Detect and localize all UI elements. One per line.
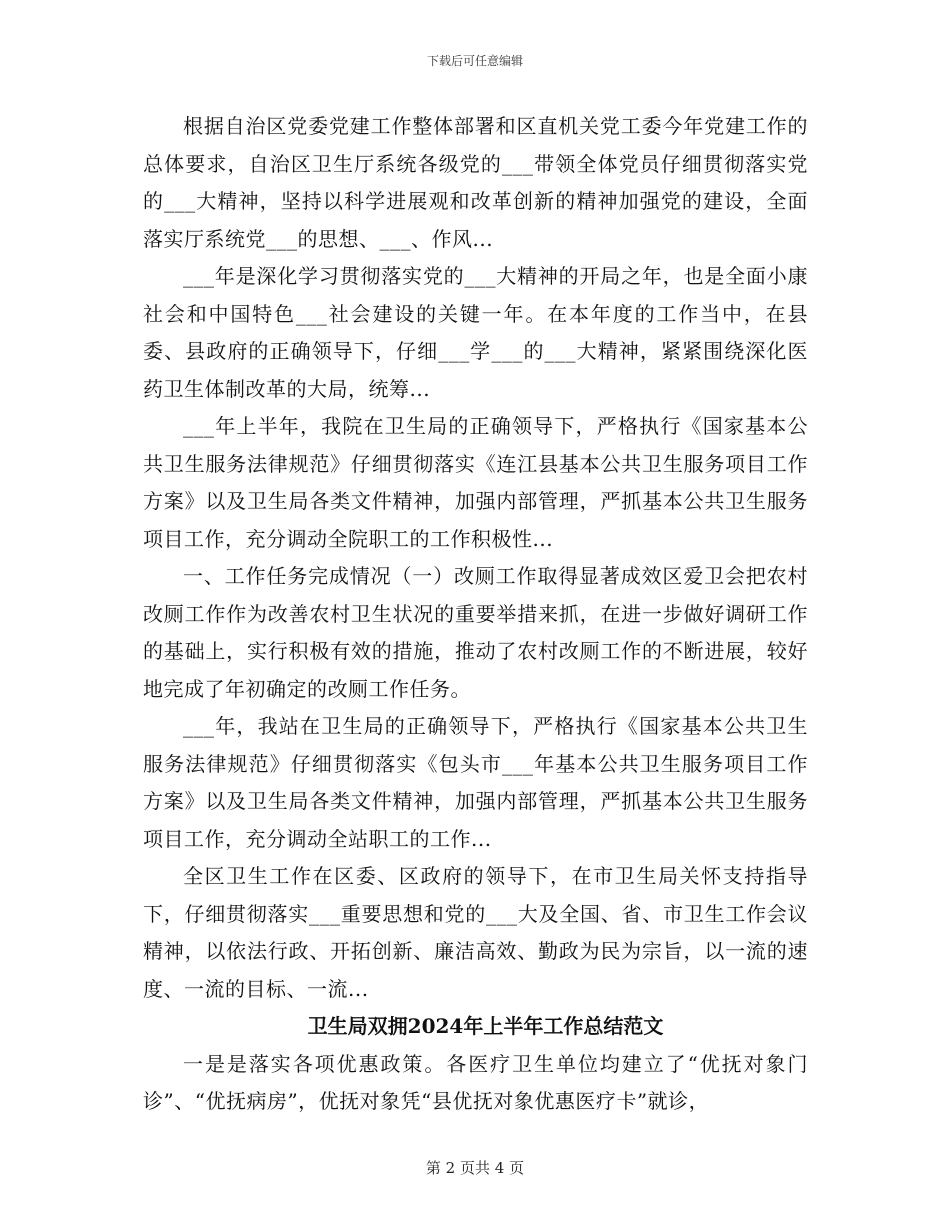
paragraph-annual-work: ___年是深化学习贯彻落实党的___大精神的开局之年，也是全面小康社会和中国特色___社会建设的关键一年。在本年度的工作当中，在县委、县政府的正确领导下，仔细___学___的___大精神，紧紧围绕深化医药卫生体制改革的大局，统筹... bbox=[143, 264, 808, 401]
paragraph-district-health: 全区卫生工作在区委、区政府的领导下，在市卫生局关怀支持指导下，仔细贯彻落实___重要思想和党的___大及全国、省、市卫生工作会议精神，以依法行政、开拓创新、廉洁高效、勤政为民为宗旨，以一流的速度、一流的目标、一流... bbox=[143, 864, 808, 1001]
document-title: 卫生局双拥2024年上半年工作总结范文 bbox=[307, 1014, 664, 1038]
paragraph-party-building: 根据自治区党委党建工作整体部署和区直机关党工委今年党建工作的总体要求，自治区卫生厅系统各级党的___带领全体党员仔细贯彻落实党的___大精神，坚持以科学进展观和改革创新的精神加强党的建设，全面落实厅系统党___的思想、___、作风... bbox=[143, 114, 808, 251]
paragraph-toilet-reform: 一、工作任务完成情况（一）改厕工作取得显著成效区爱卫会把农村改厕工作作为改善农村卫生状况的重要举措来抓，在进一步做好调研工作的基础上，实行积极有效的措施，推动了农村改厕工作的不断进展，较好地完成了年初确定的改厕工作任务。 bbox=[143, 564, 808, 701]
page-header-note: 下载后可任意编辑 bbox=[426, 54, 523, 68]
paragraph-preferential-policy: 一是是落实各项优惠政策。各医疗卫生单位均建立了“优抚对象门诊”、“优抚病房”，优抚对象凭“县优抚对象优惠医疗卡”就诊， bbox=[143, 1051, 808, 1113]
paragraph-station-work: ___年，我站在卫生局的正确领导下，严格执行《国家基本公共卫生服务法律规范》仔细贯彻落实《包头市___年基本公共卫生服务项目工作方案》以及卫生局各类文件精神，加强内部管理，严抓基本公共卫生服务项目工作，充分调动全站职工的工作... bbox=[143, 714, 808, 851]
document-body bbox=[143, 108, 808, 1121]
page-number: 第 2 页共 4 页 bbox=[425, 1159, 525, 1177]
paragraph-hospital-half-year: ___年上半年，我院在卫生局的正确领导下，严格执行《国家基本公共卫生服务法律规范》仔细贯彻落实《连江县基本公共卫生服务项目工作方案》以及卫生局各类文件精神，加强内部管理，严抓基本公共卫生服务项目工作，充分调动全院职工的工作积极性... bbox=[143, 414, 808, 551]
